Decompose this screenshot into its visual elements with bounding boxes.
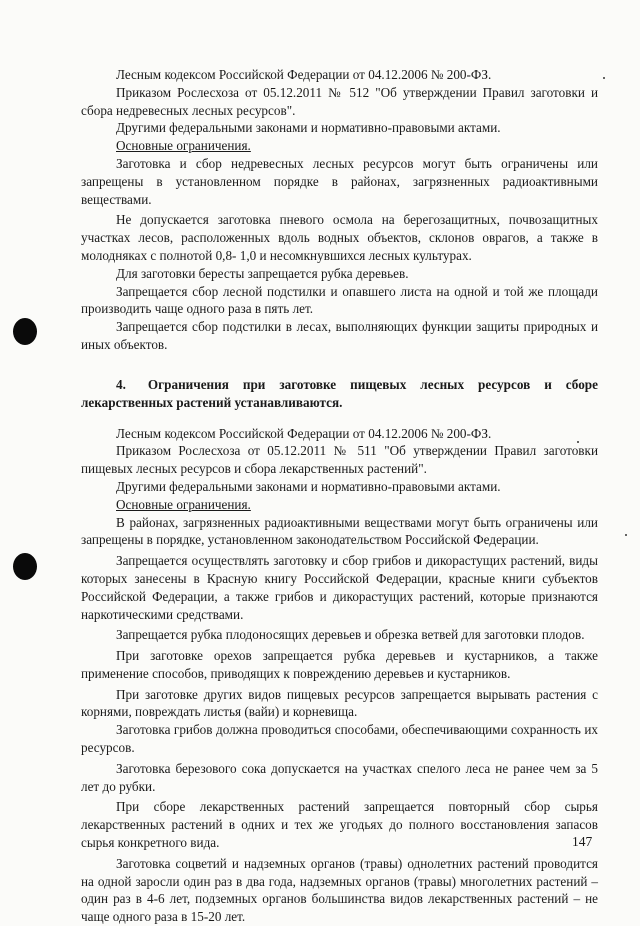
section-title: Ограничения при заготовке пищевых лесных ресурсов и сборе лекарственных растений устанавливаются.	[81, 376, 598, 410]
paragraph: Заготовка и сбор недревесных лесных ресурсов могут быть ограничены или запрещены в установленном порядке в районах, загрязненных радиоактивными веществами.	[81, 155, 598, 207]
punch-hole-top	[13, 318, 37, 345]
paragraph: В районах, загрязненных радиоактивными веществами могут быть ограничены или запрещены в порядке, установленном законодательством Российской Федерации.	[81, 514, 598, 548]
paragraph: Приказом Рослесхоза от 05.12.2011 № 511 "Об утверждении Правил заготовки пищевых лесных ресурсов и сбора лекарственных растений".	[81, 443, 598, 477]
subheading-restrictions: Основные ограничения.	[116, 138, 251, 154]
paragraph: Заготовка грибов должна проводиться способами, обеспечивающими сохранность их ресурсов.	[81, 722, 598, 756]
subheading-restrictions: Основные ограничения.	[116, 496, 251, 512]
punch-hole-bottom	[13, 553, 37, 580]
scan-speck	[603, 77, 605, 79]
paragraph: Не допускается заготовка пневого осмола на берегозащитных, почвозащитных участках лесов, расположенных вдоль водных объектов, склонов оврагов, а также в молодняках с полнотой 0,8- 1,0 и несомкнувшихся лесных культурах.	[81, 212, 598, 263]
paragraph: Для заготовки бересты запрещается рубка деревьев.	[116, 265, 409, 281]
paragraph: Приказом Рослесхоза от 05.12.2011 № 512 "Об утверждении Правил заготовки и сбора недревесных лесных ресурсов".	[81, 84, 598, 118]
page-number: 147	[572, 834, 593, 849]
paragraph: Лесным кодексом Российской Федерации от 04.12.2006 № 200-ФЗ.	[116, 67, 492, 82]
paragraph: Запрещается сбор лесной подстилки и опавшего листа на одной и той же площади производить чаще одного раза в пять лет.	[81, 283, 598, 317]
paragraph: Запрещается осуществлять заготовку и сбор грибов и дикорастущих растений, виды которых занесены в Красную книгу Российской Федерации, красные книги субъектов Российской Федерации, а также грибов и дикорастущих растений, которые признаются наркотическими средствами.	[81, 553, 598, 622]
paragraph: Запрещается рубка плодоносящих деревьев и обрезка ветвей для заготовки плодов.	[116, 627, 585, 643]
paragraph: При заготовке орехов запрещается рубка деревьев и кустарников, а также применение способов, приводящих к повреждению деревьев и кустарников.	[81, 648, 598, 681]
paragraph: Лесным кодексом Российской Федерации от 04.12.2006 № 200-ФЗ.	[116, 425, 492, 441]
document-body	[81, 66, 598, 926]
paragraph: Другими федеральными законами и нормативно-правовыми актами.	[116, 478, 501, 494]
scan-speck	[625, 534, 627, 536]
paragraph: Другими федеральными законами и нормативно-правовыми актами.	[116, 120, 501, 136]
section-number: 4.	[116, 376, 126, 392]
paragraph: При сборе лекарственных растений запрещается повторный сбор сырья лекарственных растений в одних и тех же угодьях до полного восстановления запасов сырья конкретного вида.	[81, 799, 598, 851]
paragraph: Заготовка березового сока допускается на участках спелого леса не ранее чем за 5 лет до рубки.	[81, 760, 598, 794]
paragraph: Заготовка соцветий и надземных органов (травы) однолетних растений проводится на одной заросли один раз в два года, надземных органов (травы) многолетних растений – один раз в 4-6 лет, подземных органов большинства видов лекарственных растений – не чаще одного раза в 15-20 лет.	[81, 855, 598, 925]
section-heading	[81, 376, 598, 412]
paragraph: При заготовке других видов пищевых ресурсов запрещается вырывать растения с корнями, повреждать листья (вайи) и корневища.	[81, 686, 598, 720]
paragraph: Запрещается сбор подстилки в лесах, выполняющих функции защиты природных и иных объектов.	[81, 319, 598, 352]
